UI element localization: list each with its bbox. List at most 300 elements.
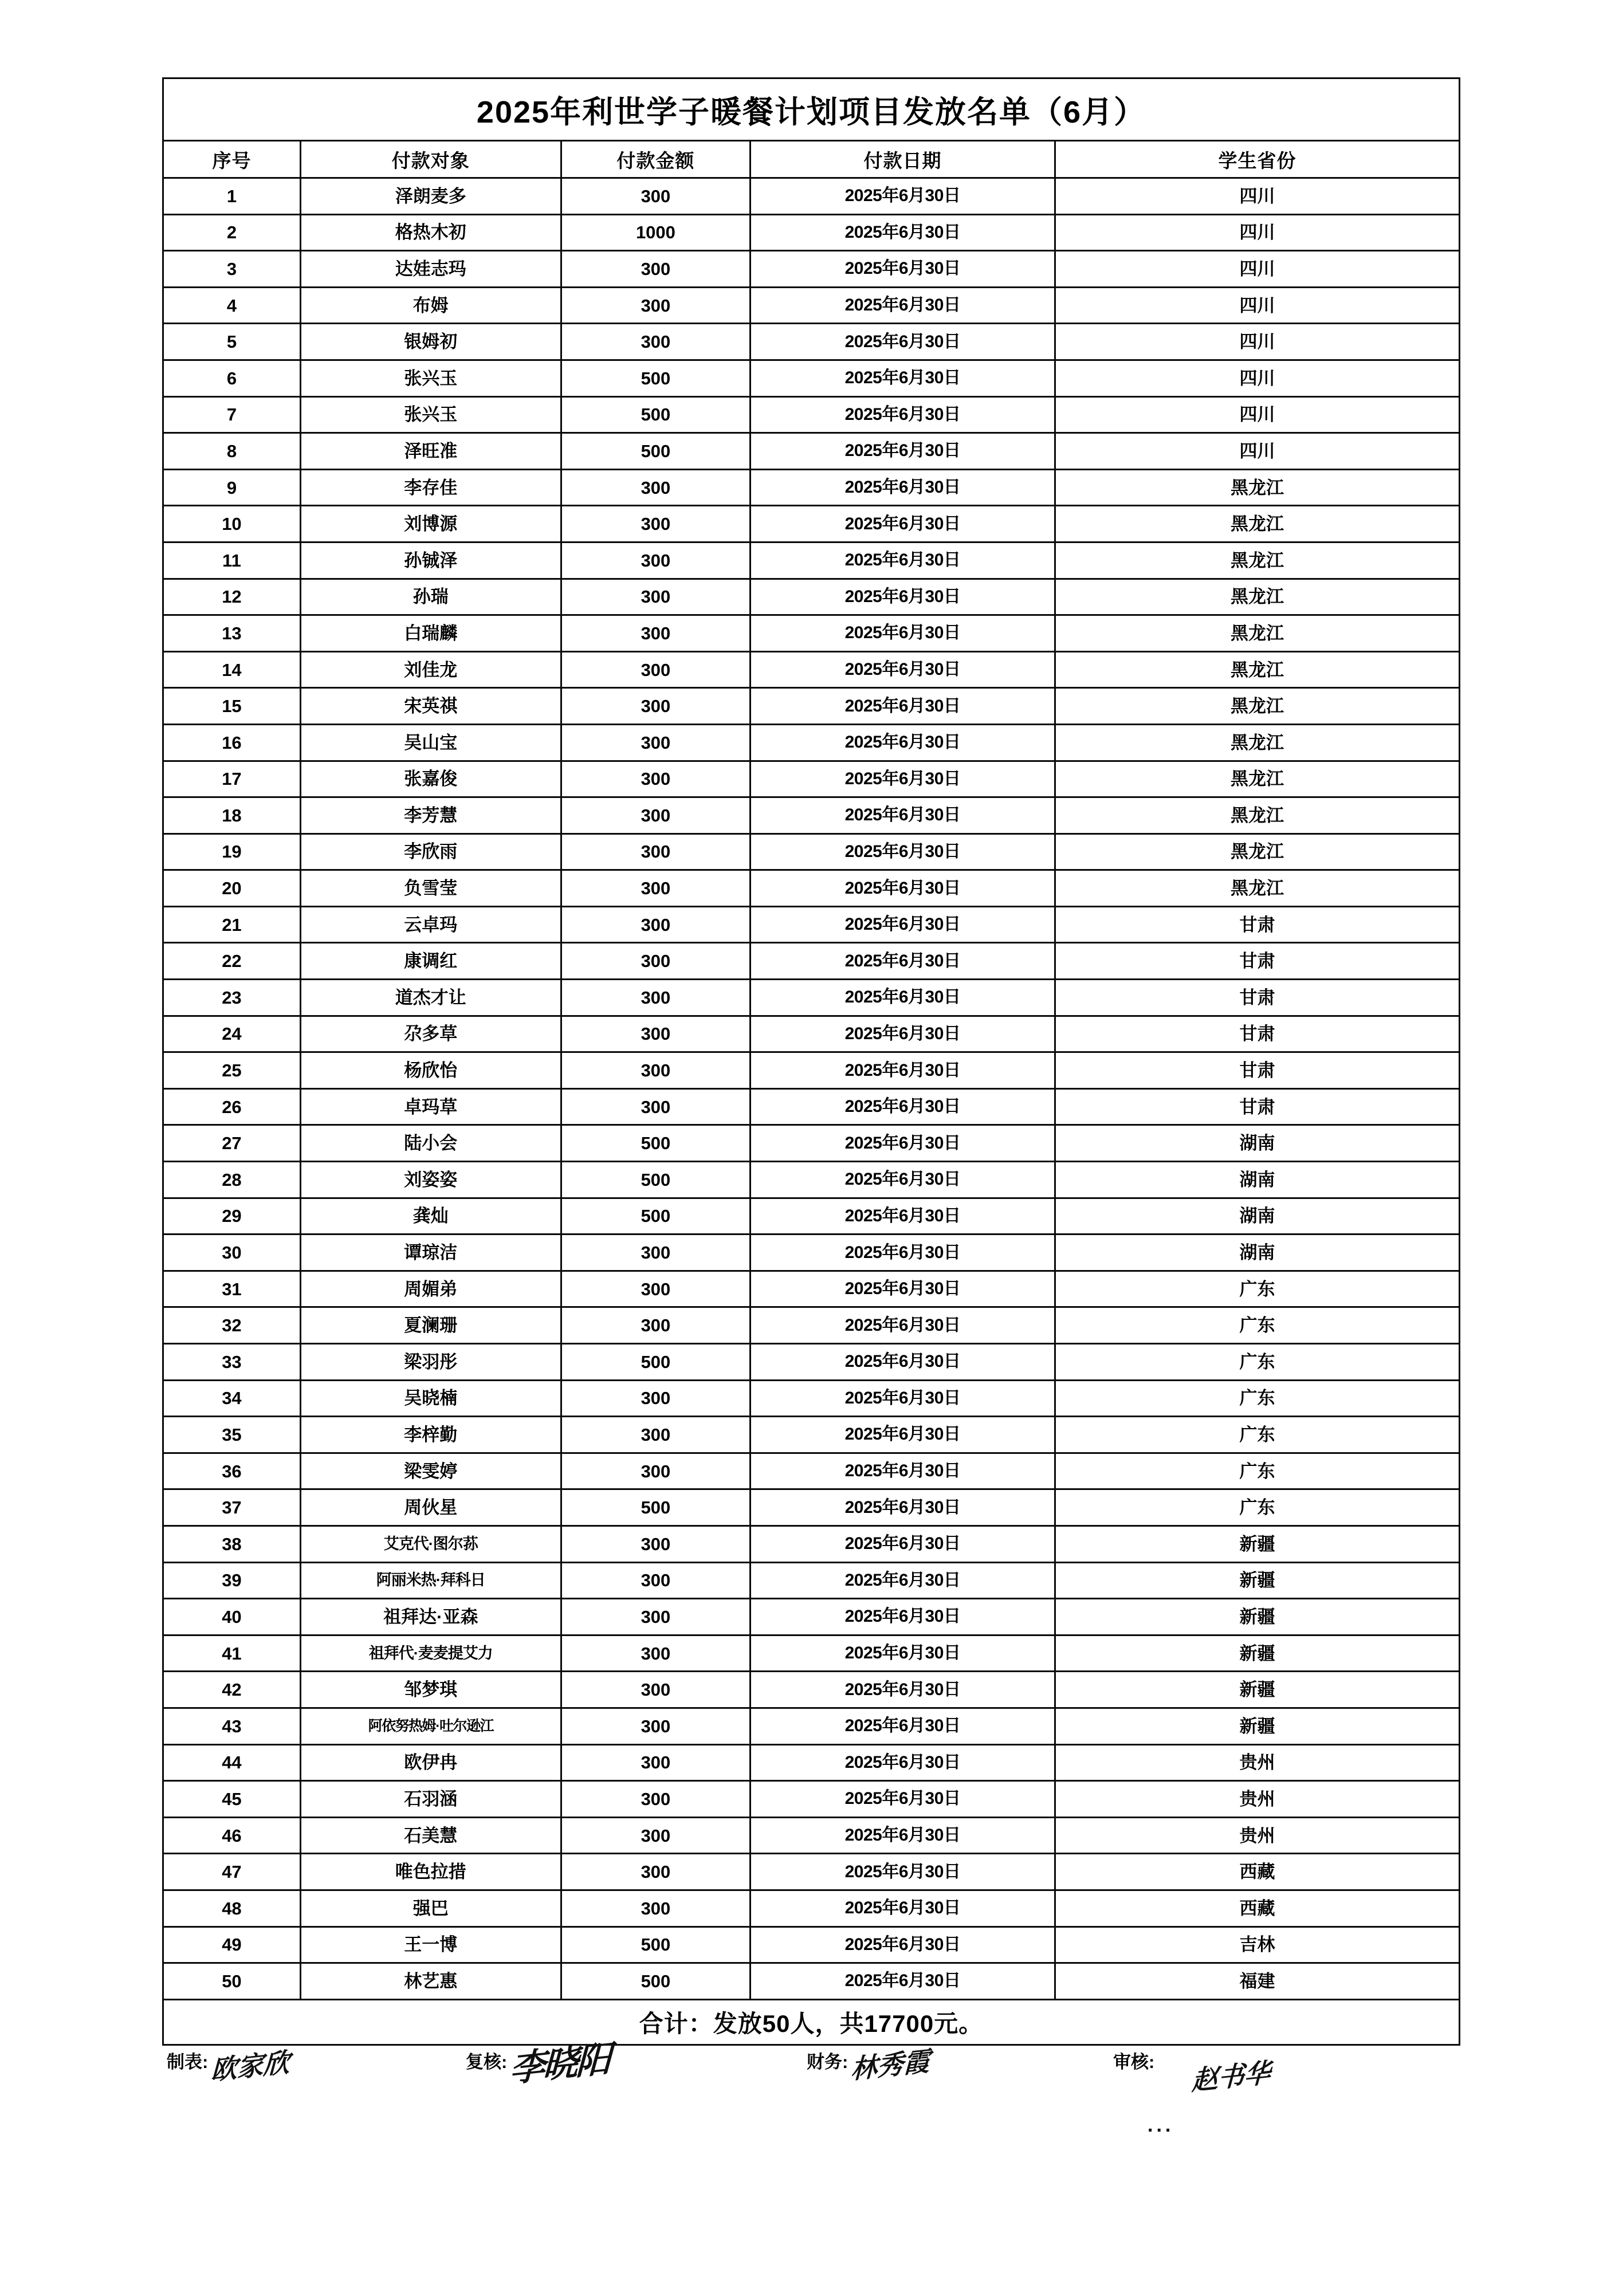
table-row — [163, 1635, 1460, 1672]
row-payee: 谭琼洁 — [300, 1235, 561, 1271]
reviewed-by-signature: 李晓阳 — [509, 2037, 610, 2090]
table-row — [163, 1744, 1460, 1781]
table-row — [163, 1708, 1460, 1744]
row-province: 甘肃 — [1055, 1016, 1459, 1052]
row-amount: 500 — [561, 1963, 750, 2000]
row-date: 2025年6月30日 — [751, 1198, 1055, 1235]
row-payee: 艾克代·图尔荪 — [300, 1526, 561, 1562]
table-row — [163, 1307, 1460, 1344]
row-amount: 300 — [561, 1817, 750, 1854]
table-row — [163, 1088, 1460, 1125]
row-payee: 李芳慧 — [300, 797, 561, 834]
row-amount: 500 — [561, 1162, 750, 1198]
row-payee: 孙铖泽 — [300, 542, 561, 579]
row-payee: 周媚弟 — [300, 1271, 561, 1307]
row-payee: 周伙星 — [300, 1489, 561, 1526]
table-foot — [163, 1999, 1460, 2045]
row-index: 27 — [163, 1125, 301, 1162]
row-payee: 阿依努热姆·吐尔逊江 — [300, 1708, 561, 1744]
table-row — [163, 1489, 1460, 1526]
row-payee: 刘佳龙 — [300, 651, 561, 688]
column-header-amount: 付款金额 — [561, 141, 750, 178]
row-index: 17 — [163, 761, 301, 797]
row-province: 湖南 — [1055, 1198, 1459, 1235]
row-amount: 300 — [561, 1088, 750, 1125]
row-province: 湖南 — [1055, 1125, 1459, 1162]
table-row — [163, 1344, 1460, 1381]
table-row — [163, 906, 1460, 943]
audit-block — [1113, 2051, 1271, 2097]
row-index: 25 — [163, 1052, 301, 1089]
row-payee: 李欣雨 — [300, 834, 561, 870]
row-index: 9 — [163, 469, 301, 506]
table-row — [163, 870, 1460, 907]
row-province: 黑龙江 — [1055, 797, 1459, 834]
row-province: 广东 — [1055, 1344, 1459, 1381]
row-date: 2025年6月30日 — [751, 1708, 1055, 1744]
row-date: 2025年6月30日 — [751, 1599, 1055, 1635]
table-row — [163, 1599, 1460, 1635]
row-province: 新疆 — [1055, 1526, 1459, 1562]
row-date: 2025年6月30日 — [751, 251, 1055, 288]
table-row — [163, 688, 1460, 725]
row-date: 2025年6月30日 — [751, 1927, 1055, 1963]
row-amount: 300 — [561, 1271, 750, 1307]
row-index: 37 — [163, 1489, 301, 1526]
table-row — [163, 834, 1460, 870]
row-index: 1 — [163, 178, 301, 215]
row-province: 黑龙江 — [1055, 834, 1459, 870]
row-index: 16 — [163, 724, 301, 761]
row-province: 黑龙江 — [1055, 469, 1459, 506]
row-payee: 祖拜达·亚森 — [300, 1599, 561, 1635]
row-payee: 欧伊冉 — [300, 1744, 561, 1781]
row-payee: 云卓玛 — [300, 906, 561, 943]
row-amount: 300 — [561, 287, 750, 324]
table-row — [163, 724, 1460, 761]
payment-list-table — [162, 77, 1460, 2046]
row-payee: 泽朗麦多 — [300, 178, 561, 215]
row-payee: 泽旺准 — [300, 433, 561, 470]
row-date: 2025年6月30日 — [751, 1781, 1055, 1818]
row-index: 35 — [163, 1417, 301, 1453]
row-province: 四川 — [1055, 324, 1459, 360]
row-payee: 康调红 — [300, 943, 561, 980]
row-index: 2 — [163, 214, 301, 251]
row-province: 广东 — [1055, 1489, 1459, 1526]
table-row — [163, 615, 1460, 652]
table-row — [163, 1817, 1460, 1854]
row-index: 6 — [163, 360, 301, 396]
title-row — [163, 78, 1460, 141]
row-province: 黑龙江 — [1055, 506, 1459, 542]
row-amount: 300 — [561, 1854, 750, 1890]
row-payee: 祖拜代·麦麦提艾力 — [300, 1635, 561, 1672]
row-amount: 500 — [561, 396, 750, 433]
row-index: 39 — [163, 1562, 301, 1599]
row-index: 12 — [163, 579, 301, 615]
row-amount: 500 — [561, 1927, 750, 1963]
row-index: 7 — [163, 396, 301, 433]
table-row — [163, 1526, 1460, 1562]
row-payee: 布姆 — [300, 287, 561, 324]
row-amount: 300 — [561, 761, 750, 797]
row-date: 2025年6月30日 — [751, 1744, 1055, 1781]
finance-block — [807, 2045, 930, 2085]
row-date: 2025年6月30日 — [751, 1417, 1055, 1453]
row-date: 2025年6月30日 — [751, 797, 1055, 834]
column-header-index: 序号 — [163, 141, 301, 178]
row-date: 2025年6月30日 — [751, 433, 1055, 470]
row-amount: 300 — [561, 324, 750, 360]
table-row — [163, 1963, 1460, 2000]
table-row — [163, 251, 1460, 288]
row-province: 西藏 — [1055, 1854, 1459, 1890]
row-index: 23 — [163, 980, 301, 1016]
row-province: 福建 — [1055, 1963, 1459, 2000]
row-index: 31 — [163, 1271, 301, 1307]
row-province: 黑龙江 — [1055, 724, 1459, 761]
row-date: 2025年6月30日 — [751, 943, 1055, 980]
row-index: 20 — [163, 870, 301, 907]
row-amount: 500 — [561, 1489, 750, 1526]
row-payee: 孙瑞 — [300, 579, 561, 615]
row-date: 2025年6月30日 — [751, 1489, 1055, 1526]
row-amount: 300 — [561, 980, 750, 1016]
row-date: 2025年6月30日 — [751, 1344, 1055, 1381]
row-province: 甘肃 — [1055, 943, 1459, 980]
row-province: 黑龙江 — [1055, 579, 1459, 615]
row-amount: 500 — [561, 433, 750, 470]
row-province: 黑龙江 — [1055, 542, 1459, 579]
row-payee: 张兴玉 — [300, 396, 561, 433]
row-payee: 刘博源 — [300, 506, 561, 542]
row-payee: 银姆初 — [300, 324, 561, 360]
row-index: 44 — [163, 1744, 301, 1781]
row-amount: 300 — [561, 1744, 750, 1781]
row-amount: 500 — [561, 1198, 750, 1235]
row-date: 2025年6月30日 — [751, 980, 1055, 1016]
total-row — [163, 1999, 1460, 2045]
row-date: 2025年6月30日 — [751, 724, 1055, 761]
row-amount: 300 — [561, 1672, 750, 1708]
table-row — [163, 506, 1460, 542]
row-date: 2025年6月30日 — [751, 1635, 1055, 1672]
row-date: 2025年6月30日 — [751, 1307, 1055, 1344]
row-date: 2025年6月30日 — [751, 1088, 1055, 1125]
row-amount: 300 — [561, 943, 750, 980]
row-index: 26 — [163, 1088, 301, 1125]
table-row — [163, 1453, 1460, 1489]
table-row — [163, 1198, 1460, 1235]
table-row — [163, 1235, 1460, 1271]
row-payee: 格热木初 — [300, 214, 561, 251]
table-row — [163, 360, 1460, 396]
row-index: 10 — [163, 506, 301, 542]
row-province: 甘肃 — [1055, 980, 1459, 1016]
row-date: 2025年6月30日 — [751, 396, 1055, 433]
row-date: 2025年6月30日 — [751, 506, 1055, 542]
table-row — [163, 1052, 1460, 1089]
row-date: 2025年6月30日 — [751, 1453, 1055, 1489]
table-row — [163, 579, 1460, 615]
column-header-payee: 付款对象 — [300, 141, 561, 178]
row-province: 新疆 — [1055, 1635, 1459, 1672]
row-date: 2025年6月30日 — [751, 615, 1055, 652]
row-index: 43 — [163, 1708, 301, 1744]
row-province: 广东 — [1055, 1453, 1459, 1489]
row-province: 黑龙江 — [1055, 615, 1459, 652]
row-date: 2025年6月30日 — [751, 178, 1055, 215]
row-date: 2025年6月30日 — [751, 1817, 1055, 1854]
row-index: 49 — [163, 1927, 301, 1963]
row-payee: 吴晓楠 — [300, 1380, 561, 1417]
table-row — [163, 542, 1460, 579]
row-payee: 宋英祺 — [300, 688, 561, 725]
table-row — [163, 469, 1460, 506]
row-amount: 500 — [561, 1344, 750, 1381]
row-province: 贵州 — [1055, 1817, 1459, 1854]
row-date: 2025年6月30日 — [751, 651, 1055, 688]
table-row — [163, 178, 1460, 215]
row-province: 贵州 — [1055, 1744, 1459, 1781]
row-date: 2025年6月30日 — [751, 906, 1055, 943]
column-header-date: 付款日期 — [751, 141, 1055, 178]
table-row — [163, 761, 1460, 797]
row-index: 46 — [163, 1817, 301, 1854]
row-amount: 300 — [561, 469, 750, 506]
table-row — [163, 214, 1460, 251]
signature-strip — [162, 2037, 1460, 2153]
row-province: 贵州 — [1055, 1781, 1459, 1818]
row-date: 2025年6月30日 — [751, 1380, 1055, 1417]
row-payee: 李存佳 — [300, 469, 561, 506]
row-date: 2025年6月30日 — [751, 542, 1055, 579]
table-row — [163, 1271, 1460, 1307]
row-index: 22 — [163, 943, 301, 980]
row-index: 19 — [163, 834, 301, 870]
row-date: 2025年6月30日 — [751, 761, 1055, 797]
row-amount: 300 — [561, 1417, 750, 1453]
row-index: 14 — [163, 651, 301, 688]
row-amount: 300 — [561, 724, 750, 761]
table-row — [163, 1016, 1460, 1052]
row-payee: 石美慧 — [300, 1817, 561, 1854]
audit-label: 审核: — [1113, 2051, 1155, 2072]
table-row — [163, 1854, 1460, 1890]
row-index: 42 — [163, 1672, 301, 1708]
row-date: 2025年6月30日 — [751, 1526, 1055, 1562]
table-body — [163, 178, 1460, 2000]
row-province: 广东 — [1055, 1307, 1459, 1344]
row-date: 2025年6月30日 — [751, 1271, 1055, 1307]
row-index: 28 — [163, 1162, 301, 1198]
table-row — [163, 287, 1460, 324]
prepared-by-label: 制表: — [167, 2051, 209, 2072]
row-amount: 300 — [561, 1635, 750, 1672]
row-date: 2025年6月30日 — [751, 834, 1055, 870]
row-payee: 李梓勤 — [300, 1417, 561, 1453]
document-sheet — [162, 77, 1460, 2153]
row-province: 甘肃 — [1055, 906, 1459, 943]
row-province: 四川 — [1055, 360, 1459, 396]
row-amount: 500 — [561, 360, 750, 396]
row-province: 甘肃 — [1055, 1052, 1459, 1089]
row-index: 3 — [163, 251, 301, 288]
row-index: 33 — [163, 1344, 301, 1381]
row-province: 四川 — [1055, 214, 1459, 251]
row-payee: 梁雯婷 — [300, 1453, 561, 1489]
row-province: 黑龙江 — [1055, 651, 1459, 688]
row-amount: 300 — [561, 1708, 750, 1744]
row-index: 34 — [163, 1380, 301, 1417]
row-index: 36 — [163, 1453, 301, 1489]
row-payee: 刘姿姿 — [300, 1162, 561, 1198]
table-row — [163, 1380, 1460, 1417]
row-date: 2025年6月30日 — [751, 1963, 1055, 2000]
row-amount: 300 — [561, 1307, 750, 1344]
row-amount: 300 — [561, 178, 750, 215]
row-payee: 张嘉俊 — [300, 761, 561, 797]
row-payee: 负雪莹 — [300, 870, 561, 907]
column-header-province: 学生省份 — [1055, 141, 1459, 178]
row-amount: 300 — [561, 1052, 750, 1089]
row-amount: 300 — [561, 1380, 750, 1417]
row-index: 8 — [163, 433, 301, 470]
row-amount: 300 — [561, 834, 750, 870]
row-amount: 300 — [561, 251, 750, 288]
row-payee: 王一博 — [300, 1927, 561, 1963]
row-payee: 唯色拉措 — [300, 1854, 561, 1890]
row-amount: 300 — [561, 651, 750, 688]
row-province: 甘肃 — [1055, 1088, 1459, 1125]
table-row — [163, 1781, 1460, 1818]
row-date: 2025年6月30日 — [751, 870, 1055, 907]
row-index: 41 — [163, 1635, 301, 1672]
row-index: 48 — [163, 1890, 301, 1927]
row-province: 湖南 — [1055, 1235, 1459, 1271]
table-row — [163, 1562, 1460, 1599]
row-province: 西藏 — [1055, 1890, 1459, 1927]
table-row — [163, 1927, 1460, 1963]
row-province: 新疆 — [1055, 1672, 1459, 1708]
total-summary: 合计：发放50人，共17700元。 — [163, 1999, 1460, 2045]
row-amount: 300 — [561, 1016, 750, 1052]
row-index: 24 — [163, 1016, 301, 1052]
table-row — [163, 980, 1460, 1016]
row-province: 四川 — [1055, 433, 1459, 470]
row-payee: 卓玛草 — [300, 1088, 561, 1125]
row-date: 2025年6月30日 — [751, 1672, 1055, 1708]
row-amount: 300 — [561, 688, 750, 725]
row-amount: 300 — [561, 542, 750, 579]
row-province: 广东 — [1055, 1417, 1459, 1453]
row-province: 新疆 — [1055, 1708, 1459, 1744]
table-row — [163, 1672, 1460, 1708]
row-index: 21 — [163, 906, 301, 943]
page-title: 2025年利世学子暖餐计划项目发放名单（6月） — [163, 78, 1460, 141]
row-payee: 邹梦琪 — [300, 1672, 561, 1708]
row-date: 2025年6月30日 — [751, 214, 1055, 251]
row-payee: 梁羽彤 — [300, 1344, 561, 1381]
table-row — [163, 797, 1460, 834]
finance-signature: 林秀霞 — [850, 2045, 930, 2085]
table-row — [163, 433, 1460, 470]
row-amount: 300 — [561, 579, 750, 615]
row-index: 47 — [163, 1854, 301, 1890]
table-row — [163, 324, 1460, 360]
row-amount: 300 — [561, 615, 750, 652]
row-index: 50 — [163, 1963, 301, 2000]
row-amount: 300 — [561, 1781, 750, 1818]
prepared-by-signature: 欧家欣 — [210, 2046, 290, 2086]
row-index: 32 — [163, 1307, 301, 1344]
row-amount: 300 — [561, 797, 750, 834]
row-date: 2025年6月30日 — [751, 1235, 1055, 1271]
row-amount: 300 — [561, 1526, 750, 1562]
table-row — [163, 396, 1460, 433]
row-province: 四川 — [1055, 287, 1459, 324]
table-row — [163, 1417, 1460, 1453]
row-province: 新疆 — [1055, 1562, 1459, 1599]
table-row — [163, 1890, 1460, 1927]
table-row — [163, 651, 1460, 688]
row-province: 新疆 — [1055, 1599, 1459, 1635]
row-amount: 300 — [561, 1453, 750, 1489]
row-province: 四川 — [1055, 396, 1459, 433]
row-payee: 强巴 — [300, 1890, 561, 1927]
finance-label: 财务: — [807, 2051, 848, 2072]
row-date: 2025年6月30日 — [751, 360, 1055, 396]
row-date: 2025年6月30日 — [751, 1854, 1055, 1890]
audit-signature: 赵书华 — [1191, 2057, 1271, 2097]
row-index: 4 — [163, 287, 301, 324]
row-payee: 石羽涵 — [300, 1781, 561, 1818]
prepared-by-block — [167, 2046, 290, 2086]
table-row — [163, 1125, 1460, 1162]
row-date: 2025年6月30日 — [751, 688, 1055, 725]
column-header-row — [163, 141, 1460, 178]
row-payee: 达娃志玛 — [300, 251, 561, 288]
row-province: 黑龙江 — [1055, 688, 1459, 725]
row-amount: 300 — [561, 870, 750, 907]
row-payee: 尕多草 — [300, 1016, 561, 1052]
row-payee: 陆小会 — [300, 1125, 561, 1162]
row-index: 45 — [163, 1781, 301, 1818]
row-date: 2025年6月30日 — [751, 469, 1055, 506]
row-date: 2025年6月30日 — [751, 1162, 1055, 1198]
row-province: 黑龙江 — [1055, 870, 1459, 907]
audit-dots-mark: ... — [1148, 2114, 1174, 2136]
reviewed-by-label: 复核: — [466, 2051, 508, 2072]
row-index: 5 — [163, 324, 301, 360]
row-date: 2025年6月30日 — [751, 1016, 1055, 1052]
row-amount: 300 — [561, 1599, 750, 1635]
row-province: 广东 — [1055, 1380, 1459, 1417]
row-payee: 林艺惠 — [300, 1963, 561, 2000]
row-index: 18 — [163, 797, 301, 834]
row-date: 2025年6月30日 — [751, 324, 1055, 360]
row-payee: 阿丽米热·拜科日 — [300, 1562, 561, 1599]
row-payee: 白瑞麟 — [300, 615, 561, 652]
row-amount: 1000 — [561, 214, 750, 251]
row-payee: 吴山宝 — [300, 724, 561, 761]
row-date: 2025年6月30日 — [751, 1562, 1055, 1599]
row-date: 2025年6月30日 — [751, 579, 1055, 615]
row-date: 2025年6月30日 — [751, 1052, 1055, 1089]
row-province: 黑龙江 — [1055, 761, 1459, 797]
row-payee: 夏澜珊 — [300, 1307, 561, 1344]
